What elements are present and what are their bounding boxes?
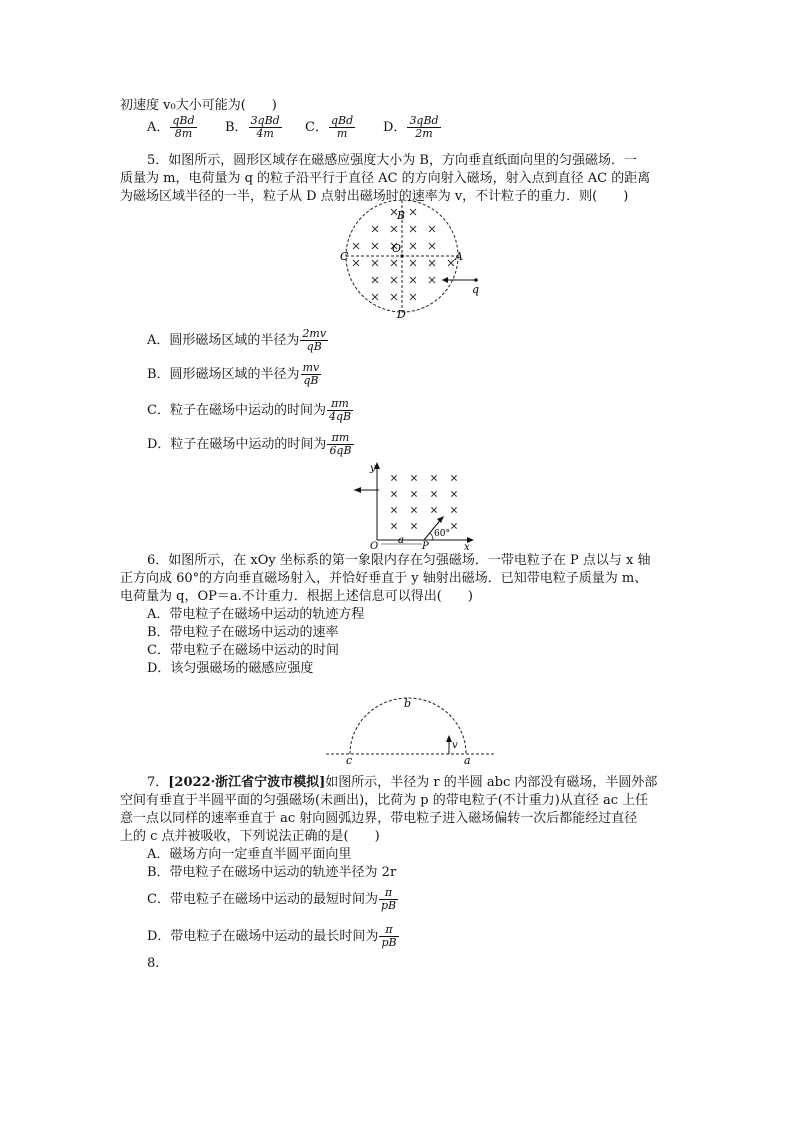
fraction: $\frac{\pi}{pB}$ — [381, 923, 397, 949]
fraction: $\frac{\text{qBd}}{8m}$ — [172, 114, 195, 140]
label-a: a — [464, 754, 471, 765]
q5-option-a[interactable]: A．圆形磁场区域的半径为 $\frac{2mv}{qB}$ — [147, 327, 327, 353]
q4-option-d[interactable]: D． $\frac{\text{3qBd}}{2m}$ — [383, 114, 439, 140]
q6-option-c[interactable]: C．带电粒子在磁场中运动的时间 — [147, 643, 339, 658]
q5-stem-line3: 为磁场区域半径的一半，粒子从 D 点射出磁场时的速率为 v，不计粒子的重力．则( ) — [120, 189, 629, 204]
label-y: y — [370, 463, 376, 474]
fraction: $\frac{2mv}{qB}$ — [302, 327, 327, 353]
q5-stem-line1: 5．如图所示，圆形区域存在磁感应强度大小为 B，方向垂直纸面向里的匀强磁场．一 — [147, 153, 637, 168]
q7-option-a[interactable]: A．磁场方向一定垂直半圆平面向里 — [147, 847, 352, 862]
q6-quadrant-field-figure — [350, 460, 480, 550]
q6-stem-line3: 电荷量为 q，OP＝a.不计重力．根据上述信息可以得出( ) — [120, 589, 473, 604]
label-D: D — [397, 308, 406, 320]
q5-option-d[interactable]: D．粒子在磁场中运动的时间为 $\frac{\pi m}{6qB}$ — [147, 431, 352, 457]
q7-option-d[interactable]: D．带电粒子在磁场中运动的最长时间为 $\frac{\pi}{pB}$ — [147, 923, 397, 949]
q7-source: [2022·浙江省宁波市模拟] — [168, 775, 326, 790]
q7-option-b[interactable]: B．带电粒子在磁场中运动的轨迹半径为 2r — [147, 865, 397, 880]
fraction: $\frac{\pi}{pB}$ — [380, 886, 397, 912]
label-c: c — [346, 754, 353, 765]
q7-stem-line1: 7．[2022·浙江省宁波市模拟]如图所示，半径为 r 的半圆 abc 内部没有磁场，半圆外部 — [147, 775, 658, 790]
q5-stem-line2: 质量为 m，电荷量为 q 的粒子沿平行于直径 AC 的方向射入磁场，射入点到直径 AC 的距离 — [120, 171, 651, 186]
q5-circle-field-figure — [330, 200, 490, 320]
q8-number: 8. — [147, 956, 160, 971]
fraction: $\frac{\text{3qBd}}{4m}$ — [250, 114, 280, 140]
q6-stem-line2: 正方向成 60°的方向垂直磁场射入，并恰好垂直于 y 轴射出磁场．已知带电粒子质量为 m、 — [120, 571, 648, 586]
magnetic-field-crosses — [391, 475, 456, 528]
label-a: a — [398, 535, 404, 546]
q7-stem-line2: 空间有垂直于半圆平面的匀强磁场(未画出)，比荷为 p 的带电粒子(不计重力)从直径 ac 上任 — [120, 793, 649, 808]
q6-option-d[interactable]: D．该匀强磁场的磁感应强度 — [147, 661, 314, 676]
fraction: $\frac{\text{3qBd}}{2m}$ — [409, 114, 439, 140]
q7-option-c[interactable]: C．带电粒子在磁场中运动的最短时间为 $\frac{\pi}{pB}$ — [147, 886, 397, 912]
label-O: O — [370, 541, 379, 550]
q4-tail-text: 初速度 v₀大小可能为( ) — [120, 98, 277, 113]
q5-option-c[interactable]: C．粒子在磁场中运动的时间为 $\frac{\pi m}{4qB}$ — [147, 397, 352, 423]
q7-stem-line3: 意一点以同样的速率垂直于 ac 射向圆弧边界，带电粒子进入磁场偏转一次后都能经过直径 — [120, 811, 638, 826]
label-x: x — [464, 542, 470, 550]
label-A: A — [455, 250, 463, 263]
fraction: $\frac{\pi m}{6qB}$ — [329, 431, 352, 457]
label-O: O — [392, 242, 402, 255]
label-P: P — [422, 541, 429, 550]
label-q: q — [472, 283, 480, 296]
label-C: C — [340, 250, 349, 263]
q4-option-a[interactable]: A． $\frac{\text{qBd}}{8m}$ — [147, 114, 195, 140]
label-angle: 60° — [434, 529, 450, 539]
q5-option-b[interactable]: B．圆形磁场区域的半径为 $\frac{mv}{qB}$ — [147, 361, 320, 387]
label-b: b — [404, 697, 412, 710]
q6-option-b[interactable]: B．带电粒子在磁场中运动的速率 — [147, 625, 339, 640]
magnetic-field-crosses — [353, 209, 454, 300]
q6-stem-line1: 6．如图所示，在 xOy 坐标系的第一象限内存在匀强磁场．一带电粒子在 P 点以与 x 轴 — [147, 553, 651, 568]
fraction: $\frac{\text{qBd}}{m}$ — [330, 114, 354, 140]
q7-semicircle-figure — [320, 690, 500, 765]
q6-option-a[interactable]: A．带电粒子在磁场中运动的轨迹方程 — [147, 607, 365, 622]
q7-stem-line4: 上的 c 点并被吸收，下列说法正确的是( ) — [120, 829, 380, 844]
label-v: v — [452, 740, 458, 751]
q4-option-c[interactable]: C． $\frac{\text{qBd}}{m}$ — [305, 114, 354, 140]
q4-option-b[interactable]: B． $\frac{\text{3qBd}}{4m}$ — [225, 114, 280, 140]
label-B: B — [397, 209, 406, 222]
fraction: $\frac{mv}{qB}$ — [302, 361, 320, 387]
fraction: $\frac{\pi m}{4qB}$ — [328, 397, 352, 423]
